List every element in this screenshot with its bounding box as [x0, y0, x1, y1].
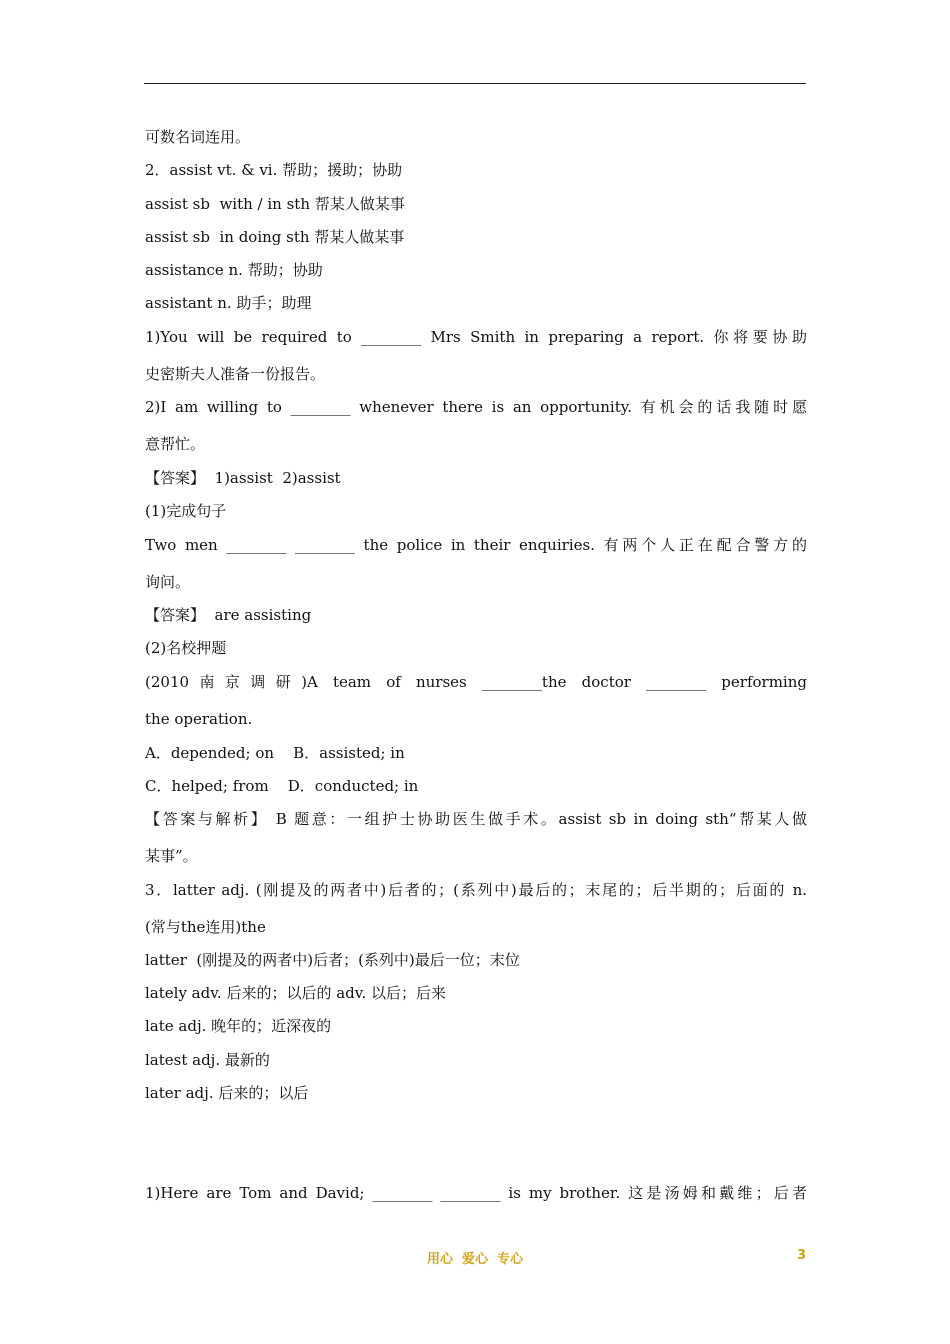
- text-line: 某事”。: [145, 847, 198, 865]
- text-line: later adj. 后来的；以后: [145, 1084, 309, 1102]
- text-line: assist sb in doing sth 帮某人做某事: [145, 228, 405, 246]
- text-line: Two men ________ ________ the police in their enquiries. 有两个人正在配合警方的: [145, 536, 807, 554]
- text-line: 可数名词连用。: [145, 128, 251, 146]
- text-line: 1)Here are Tom and David; ________ ________ is my brother. 这是汤姆和戴维；后者: [145, 1184, 807, 1202]
- text-line: 2)I am willing to ________ whenever there is an opportunity. 有机会的话我随时愿: [145, 398, 807, 416]
- text-line: 1)You will be required to ________ Mrs Smith in preparing a report. 你将要协助: [145, 328, 807, 346]
- header-rule: [144, 83, 806, 84]
- text-line: latter (刚提及的两者中)后者；(系列中)最后一位；末位: [145, 951, 520, 969]
- text-line: 意帮忙。: [145, 435, 206, 453]
- page-number: 3: [797, 1248, 807, 1263]
- text-line: 史密斯夫人准备一份报告。: [145, 365, 326, 383]
- text-line: assistance n. 帮助；协助: [145, 261, 323, 279]
- text-line: late adj. 晚年的；近深夜的: [145, 1017, 332, 1035]
- answer-line: 【答案】 1)assist 2)assist: [145, 469, 341, 487]
- text-line: 3．latter adj. (刚提及的两者中)后者的；(系列中)最后的；末尾的；后半期的；后面的 n.: [145, 881, 807, 899]
- text-line: (1)完成句子: [145, 502, 227, 520]
- option-line: A．depended; on B．assisted; in: [145, 744, 405, 762]
- text-line: the operation.: [145, 710, 253, 728]
- text-line: (2010南京调研)A team of nurses ________the doctor ________ performing: [145, 673, 807, 691]
- text-line: (2)名校押题: [145, 639, 227, 657]
- footer-slogan: 用心 爱心 专心: [426, 1252, 524, 1267]
- text-line: assist sb with / in sth 帮某人做某事: [145, 195, 405, 213]
- answer-line: 【答案与解析】 B 题意：一组护士协助医生做手术。assist sb in doing sth“帮某人做: [145, 810, 807, 828]
- option-line: C．helped; from D．conducted; in: [145, 777, 419, 795]
- text-line: latest adj. 最新的: [145, 1051, 270, 1069]
- text-line: 2．assist vt. & vi. 帮助；援助；协助: [145, 161, 403, 179]
- text-line: (常与the连用)the: [145, 918, 266, 936]
- text-line: assistant n. 助手；助理: [145, 294, 312, 312]
- answer-line: 【答案】 are assisting: [145, 606, 312, 624]
- text-line: 询问。: [145, 573, 191, 591]
- text-line: lately adv. 后来的；以后的 adv. 以后；后来: [145, 984, 447, 1002]
